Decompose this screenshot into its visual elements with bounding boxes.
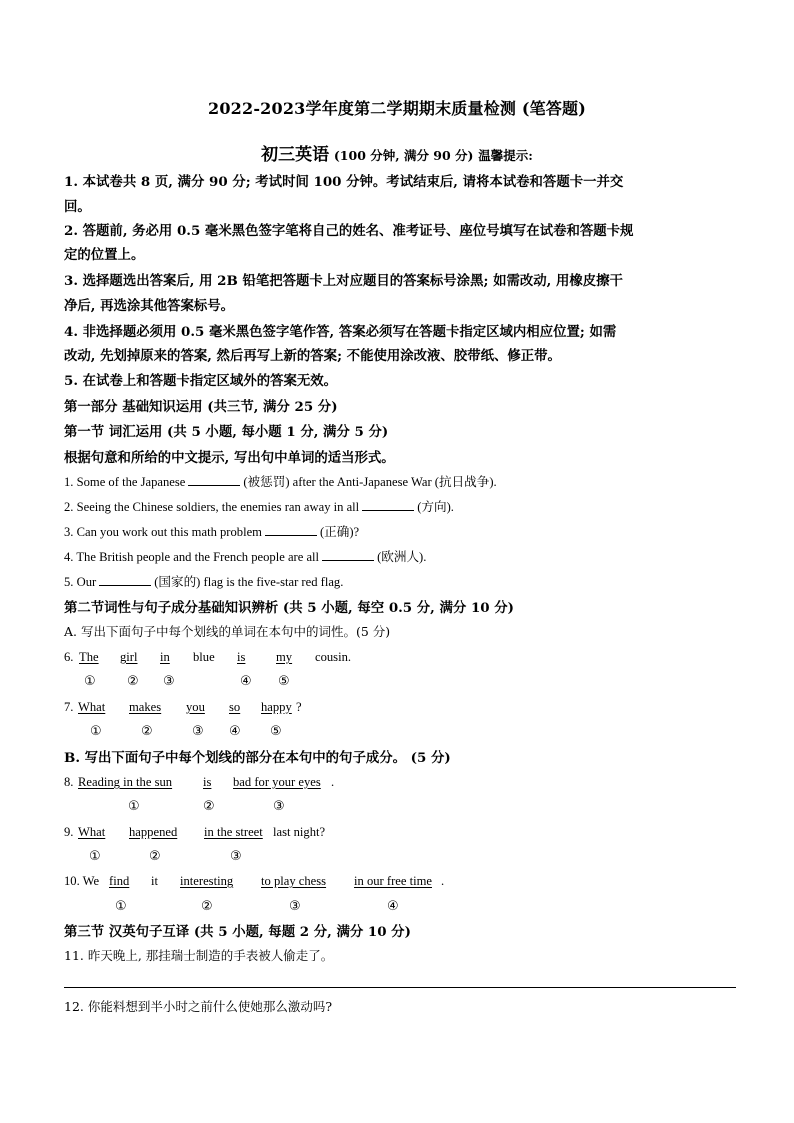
answer-blank[interactable] (99, 574, 151, 586)
underlined-word: my (276, 650, 293, 664)
answer-line[interactable] (64, 987, 736, 988)
instruction-line: 3. 选择题选出答案后, 用 2B 铅笔把答题卡上对应题目的答案标号涂黑; 如需改动, 用橡皮擦干 (64, 273, 623, 289)
section3-heading: 第三节 汉英句子互译 (共 5 小题, 每题 2 分, 满分 10 分) (64, 924, 411, 940)
underlined-phrase: Reading in the sun (78, 775, 173, 789)
plain-word: blue (193, 650, 215, 664)
tips-label: 温馨提示: (478, 148, 533, 163)
question-number: 6. (64, 650, 74, 664)
underlined-phrase: to play chess (261, 874, 327, 888)
exam-title: 2022-2023学年度第二学期期末质量检测 (笔答题) (207, 99, 586, 118)
underlined-word: makes (129, 700, 162, 714)
underlined-word: is (237, 650, 246, 664)
answer-blank[interactable] (265, 524, 317, 536)
instruction-line: 净后, 再选涂其他答案标号。 (64, 298, 235, 314)
circled-number: ④ (240, 674, 252, 689)
underlined-phrase: find (109, 874, 130, 888)
part-a-instruction: A. 写出下面句子中每个划线的单词在本句中的词性。(5 分) (64, 624, 391, 639)
circled-number: ① (128, 799, 140, 814)
section1-instruction: 根据句意和所给的中文提示, 写出句中单词的适当形式。 (64, 450, 395, 466)
underlined-word: so (229, 700, 241, 714)
circled-number: ① (115, 899, 127, 914)
circled-number: ② (149, 849, 161, 864)
circled-number: ④ (387, 899, 399, 914)
instruction-line: 改动, 先划掉原来的答案, 然后再写上新的答案; 不能使用涂改液、胶带纸、修正带。 (64, 348, 561, 364)
circled-number: ③ (163, 674, 175, 689)
part-b-instruction: B. 写出下面句子中每个划线的部分在本句中的句子成分。 (5 分) (64, 750, 451, 766)
underlined-phrase: What (78, 825, 106, 839)
instruction-line: 回。 (64, 199, 91, 215)
instruction-line: 2. 答题前, 务必用 0.5 毫米黑色签字笔将自己的姓名、准考证号、座位号填写在试卷和答题卡规 (64, 223, 634, 239)
circled-number: ③ (230, 849, 242, 864)
circled-number: ② (127, 674, 139, 689)
instruction-line: 定的位置上。 (64, 247, 145, 263)
plain-word: last night? (273, 825, 326, 839)
underlined-phrase: is (203, 775, 212, 789)
underlined-phrase: interesting (180, 874, 234, 888)
circled-number: ① (90, 724, 102, 739)
question-3: 3. Can you work out this math problem (正确)? (64, 525, 360, 539)
part1-heading: 第一部分 基础知识运用 (共三节, 满分 25 分) (64, 399, 338, 415)
question-11: 11. 昨天晚上, 那挂瑞士制造的手表被人偷走了。 (64, 948, 334, 963)
circled-number: ① (84, 674, 96, 689)
circled-number: ③ (273, 799, 285, 814)
question-2: 2. Seeing the Chinese soldiers, the enemies ran away in all (方向). (64, 500, 454, 514)
underlined-word: What (78, 700, 106, 714)
question-number: 8. (64, 775, 74, 789)
underlined-word: girl (120, 650, 138, 664)
plain-word: cousin. (315, 650, 352, 664)
answer-blank[interactable] (362, 499, 414, 511)
answer-blank[interactable] (188, 474, 240, 486)
circled-number: ② (141, 724, 153, 739)
underlined-phrase: in the street (204, 825, 263, 839)
underlined-phrase: happened (129, 825, 178, 839)
section2-heading: 第二节词性与句子成分基础知识辨析 (共 5 小题, 每空 0.5 分, 满分 10 分) (64, 600, 514, 616)
instruction-line: 5. 在试卷上和答题卡指定区域外的答案无效。 (64, 373, 338, 389)
question-12: 12. 你能料想到半小时之前什么使她那么激动吗? (64, 999, 333, 1014)
plain-word: it (151, 874, 158, 888)
subject-label: 初三英语 (261, 145, 330, 165)
circled-number: ② (203, 799, 215, 814)
underlined-word: you (186, 700, 205, 714)
plain-word: ? (296, 700, 302, 714)
underlined-word: happy (261, 700, 292, 714)
circled-number: ⑤ (278, 674, 290, 689)
question-1: 1. Some of the Japanese (被惩罚) after the Anti-Japanese War (抗日战争). (64, 475, 497, 489)
duration-label: (100 分钟, 满分 90 分) (333, 148, 474, 163)
circled-number: ③ (289, 899, 301, 914)
circled-number: ⑤ (270, 724, 282, 739)
circled-number: ④ (229, 724, 241, 739)
exam-subtitle (0, 140, 794, 165)
underlined-word: The (79, 650, 99, 664)
plain-word: . (441, 874, 445, 888)
question-number: 10. We (64, 874, 100, 888)
question-number: 7. (64, 700, 74, 714)
underlined-word: in (160, 650, 170, 664)
instruction-line: 4. 非选择题必须用 0.5 毫米黑色签字笔作答, 答案必须写在答题卡指定区域内相应位置; 如需 (64, 324, 617, 340)
question-5: 5. Our (国家的) flag is the five-star red flag. (64, 575, 344, 589)
question-4: 4. The British people and the French people are all (欧洲人). (64, 550, 427, 564)
section1-heading: 第一节 词汇运用 (共 5 小题, 每小题 1 分, 满分 5 分) (64, 424, 389, 440)
question-number: 9. (64, 825, 74, 839)
answer-blank[interactable] (322, 549, 374, 561)
circled-number: ① (89, 849, 101, 864)
circled-number: ② (201, 899, 213, 914)
instruction-line: 1. 本试卷共 8 页, 满分 90 分; 考试时间 100 分钟。考试结束后, 请将本试卷和答题卡一并交 (64, 174, 624, 190)
underlined-phrase: bad for your eyes (233, 775, 321, 789)
circled-number: ③ (192, 724, 204, 739)
underlined-phrase: in our free time (354, 874, 432, 888)
plain-word: . (331, 775, 335, 789)
